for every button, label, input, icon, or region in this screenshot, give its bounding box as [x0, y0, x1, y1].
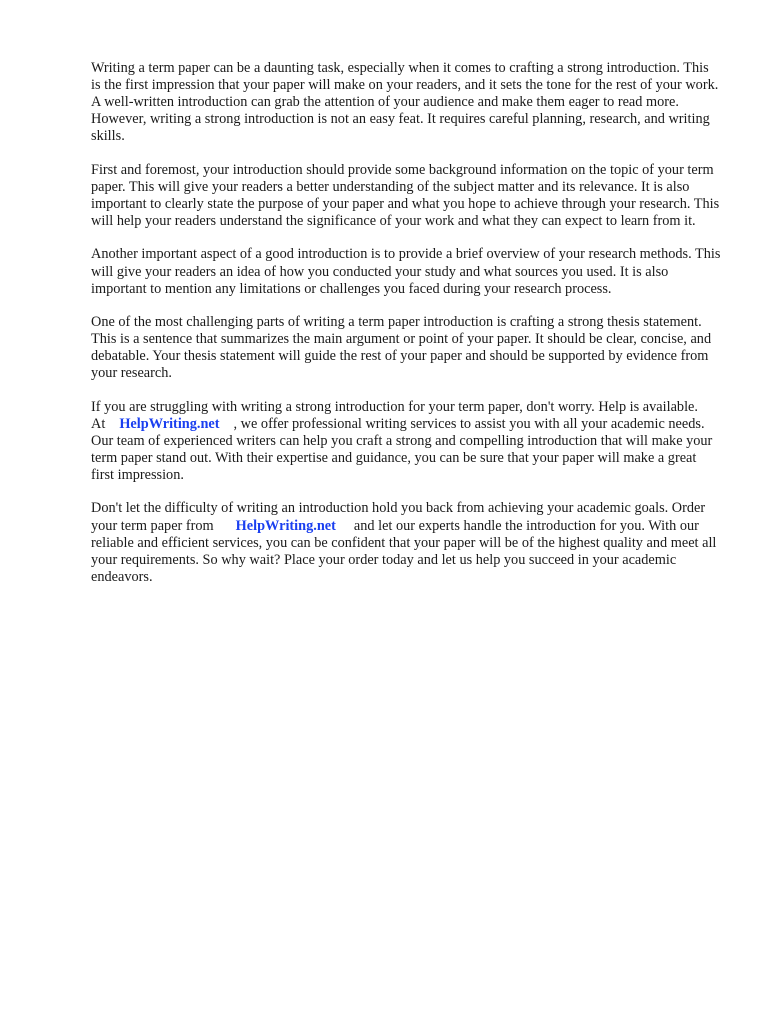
paragraph-thesis: One of the most challenging parts of writing a term paper introduction is crafting a strong thesis statement. This is a sentence that summarizes the main argument or point of your paper. It should be clear, concise, and debatable. Your thesis statement will guide the rest of your paper and should be supported by evidence from your research.: [91, 314, 712, 382]
paragraph-order-text-after: and let our experts handle the introduction for you. With our reliable and efficient services, you can be confident that your paper will be of the highest quality and meet all your requirements. So why wait? Place your order today and let us help you succeed in your academic endeavors.: [91, 517, 717, 585]
paragraph-methods: Another important aspect of a good introduction is to provide a brief overview of your research methods. This will give your readers an idea of how you conducted your study and what sources you used. It is also important to mention any limitations or challenges you faced during your research process.: [91, 246, 721, 297]
paragraph-order-text-before: Don't let the difficulty of writing an introduction hold you back from achieving your academic goals. Order your term paper from: [91, 500, 706, 534]
paragraph-help: [91, 399, 721, 484]
paragraph-background: First and foremost, your introduction should provide some background information on the topic of your term paper. This will give your readers a better understanding of the subject matter and its relevance. It is also important to clearly state the purpose of your paper and what you hope to achieve through your research. This will help your readers understand the significance of your work and what they can expect to learn from it.: [91, 161, 720, 230]
paragraph-help-text-before: If you are struggling with writing a strong introduction for your term paper, don't worry. Help is available. At: [91, 398, 698, 432]
paragraph-help-text-after: , we offer professional writing services to assist you with all your academic needs. Our team of experienced writers can help you craft a strong and compelling introduction that will make your term paper stand out. With their expertise and guidance, you can be sure that your paper will make a great first impression.: [91, 415, 713, 484]
paragraph-intro: Writing a term paper can be a daunting task, especially when it comes to crafting a strong introduction. This is the first impression that your paper will make on your readers, and it sets the tone for the rest of your work. A well-written introduction can grab the attention of your audience and make them eager to read more. However, writing a strong introduction is not an easy feat. It requires careful planning, research, and writing skills.: [91, 60, 719, 145]
document-body: [91, 60, 721, 602]
paragraph-order: [91, 500, 721, 585]
helpwriting-link[interactable]: HelpWriting.net: [119, 415, 220, 432]
helpwriting-order-link[interactable]: HelpWriting.net: [235, 517, 336, 534]
